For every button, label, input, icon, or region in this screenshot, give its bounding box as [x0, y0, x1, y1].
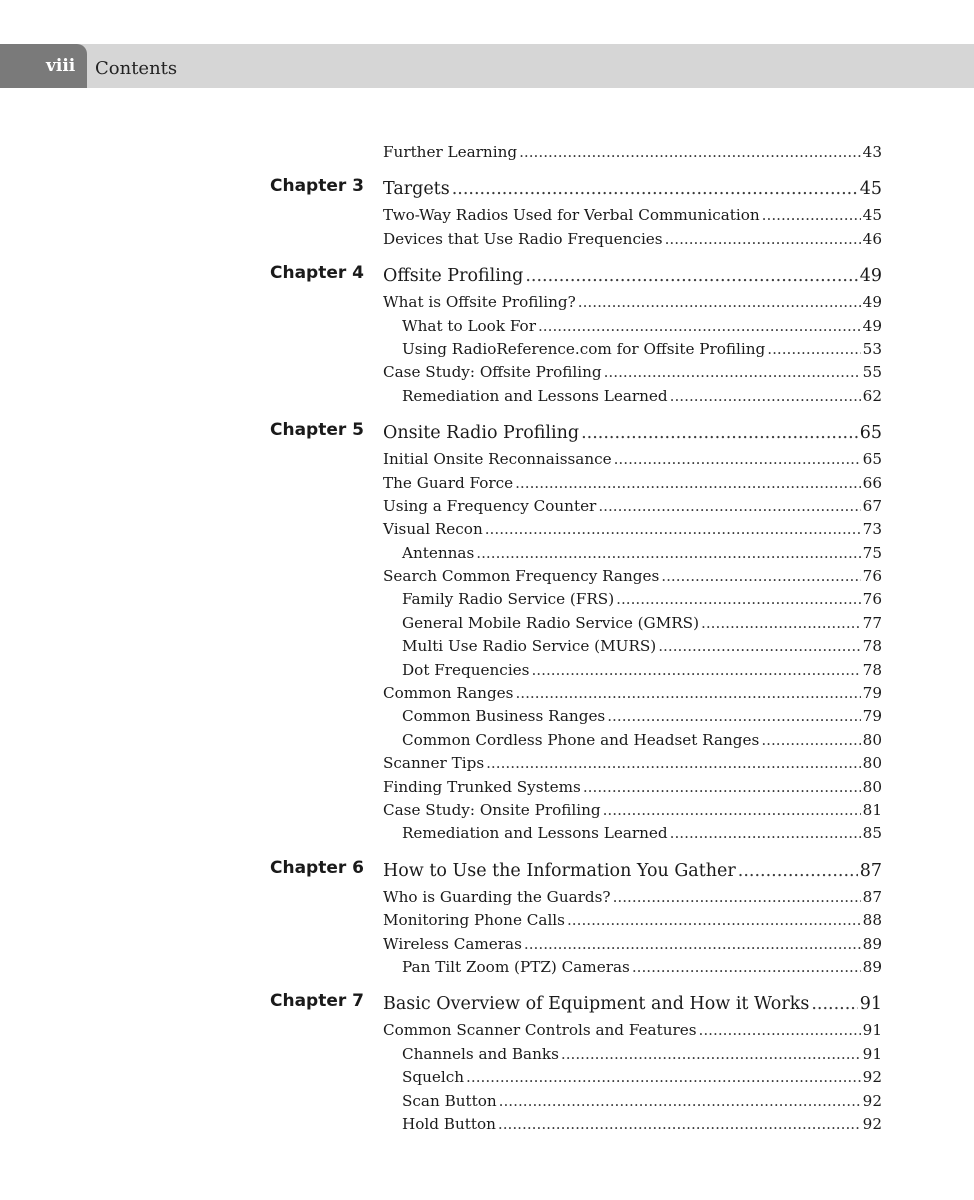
toc-row — [383, 682, 882, 705]
dot-leader — [762, 204, 861, 227]
toc-entry[interactable] — [0, 752, 974, 775]
chapter-title: Offsite Profiling — [383, 266, 524, 287]
toc-chapter-entry[interactable] — [0, 174, 974, 204]
toc-row — [402, 542, 882, 565]
dot-leader — [531, 659, 860, 682]
toc-entry[interactable] — [0, 729, 974, 752]
entry-title: Remediation and Lessons Learned — [402, 824, 668, 843]
dot-leader — [485, 518, 861, 541]
toc-row — [402, 956, 882, 979]
chapter-label: Chapter 6 — [269, 857, 364, 878]
page-number: 80 — [862, 754, 882, 773]
page-number: 46 — [862, 229, 882, 248]
page-number: 65 — [859, 423, 882, 444]
page-number: 89 — [862, 934, 882, 953]
page-number: 92 — [862, 1091, 882, 1110]
toc-row — [402, 612, 882, 635]
page-number-tab: viii — [0, 44, 87, 88]
toc-entry[interactable] — [0, 956, 974, 979]
entry-title: The Guard Force — [383, 473, 514, 492]
toc-entry[interactable] — [0, 338, 974, 361]
toc-row — [402, 385, 882, 408]
toc-row — [383, 565, 882, 588]
toc-entry[interactable] — [0, 612, 974, 635]
dot-leader — [738, 856, 858, 886]
page-number: 66 — [862, 473, 882, 492]
toc-entry[interactable] — [0, 1113, 974, 1136]
page-number: 89 — [862, 957, 882, 976]
entry-title: Who is Guarding the Guards? — [383, 887, 611, 906]
toc-row — [402, 588, 882, 611]
chapter-label: Chapter 5 — [269, 420, 364, 441]
dot-leader — [613, 886, 861, 909]
dot-leader — [519, 141, 861, 164]
toc-entry[interactable] — [0, 1066, 974, 1089]
toc-row — [383, 418, 882, 448]
toc-row — [402, 338, 882, 361]
entry-title: Devices that Use Radio Frequencies — [383, 229, 663, 248]
dot-leader — [607, 705, 860, 728]
entry-title: Finding Trunked Systems — [383, 777, 581, 796]
toc-row — [383, 856, 882, 886]
page-number: 65 — [862, 450, 882, 469]
entry-title: Case Study: Offsite Profiling — [383, 363, 602, 382]
toc-row — [383, 228, 882, 251]
toc-row — [402, 1113, 882, 1136]
dot-leader — [661, 565, 860, 588]
dot-leader — [499, 1090, 861, 1113]
toc-row — [402, 659, 882, 682]
toc-entry[interactable] — [0, 518, 974, 541]
toc-entry[interactable] — [0, 635, 974, 658]
toc-entry[interactable] — [0, 141, 974, 164]
toc-row — [383, 989, 882, 1019]
running-header-title: Contents — [95, 58, 178, 79]
dot-leader — [567, 909, 861, 932]
entry-title: Search Common Frequency Ranges — [383, 567, 660, 586]
dot-leader — [632, 956, 861, 979]
entry-title: Remediation and Lessons Learned — [402, 386, 668, 405]
toc-entry[interactable] — [0, 659, 974, 682]
toc-row — [383, 799, 882, 822]
page-number: 91 — [862, 1044, 882, 1063]
entry-title: Two-Way Radios Used for Verbal Communication — [383, 206, 760, 225]
dot-leader — [476, 542, 860, 565]
entry-title: What to Look For — [402, 316, 536, 335]
page-number: 85 — [862, 824, 882, 843]
page-number: 87 — [862, 887, 882, 906]
toc-entry[interactable] — [0, 542, 974, 565]
page-number: 43 — [862, 143, 882, 161]
chapter-title: Basic Overview of Equipment and How it Works — [383, 994, 810, 1015]
toc-entry[interactable] — [0, 1043, 974, 1066]
toc-entry[interactable] — [0, 291, 974, 314]
entry-title: Wireless Cameras — [383, 934, 522, 953]
page-number: 55 — [862, 363, 882, 382]
toc-row — [383, 141, 882, 164]
dot-leader — [561, 1043, 861, 1066]
dot-leader — [515, 682, 860, 705]
toc-row — [383, 261, 882, 291]
chapter-title: How to Use the Information You Gather — [383, 860, 736, 881]
toc-entry[interactable] — [0, 588, 974, 611]
entry-title: What is Offsite Profiling? — [383, 293, 576, 312]
entry-title: Squelch — [402, 1068, 465, 1087]
toc-row — [402, 315, 882, 338]
toc-entry[interactable] — [0, 472, 974, 495]
chapter-label: Chapter 3 — [269, 176, 364, 197]
page-number: 49 — [862, 293, 882, 312]
toc-row — [383, 518, 882, 541]
dot-leader — [466, 1066, 861, 1089]
dot-leader — [498, 1113, 861, 1136]
page-number: 76 — [862, 567, 882, 586]
page-number: 62 — [862, 386, 882, 405]
dot-leader — [767, 338, 860, 361]
page-number: 45 — [859, 179, 882, 200]
page-number: 73 — [862, 520, 882, 539]
dot-leader — [598, 495, 860, 518]
dot-leader — [538, 315, 861, 338]
dot-leader — [603, 799, 861, 822]
dot-leader — [486, 752, 861, 775]
page-number: 91 — [862, 1021, 882, 1040]
page-number: 80 — [862, 730, 882, 749]
table-of-contents — [0, 141, 974, 1136]
entry-title: Common Scanner Controls and Features — [383, 1021, 697, 1040]
dot-leader — [452, 174, 858, 204]
toc-row — [383, 472, 882, 495]
page-number: 88 — [862, 911, 882, 930]
entry-title: Monitoring Phone Calls — [383, 911, 565, 930]
toc-row — [383, 776, 882, 799]
toc-entry[interactable] — [0, 682, 974, 705]
toc-entry[interactable] — [0, 933, 974, 956]
entry-title: Pan Tilt Zoom (PTZ) Cameras — [402, 957, 630, 976]
toc-row — [383, 291, 882, 314]
dot-leader — [761, 729, 860, 752]
entry-title: Hold Button — [402, 1114, 496, 1133]
toc-row — [383, 886, 882, 909]
entry-title: Common Cordless Phone and Headset Ranges — [402, 730, 760, 749]
toc-row — [383, 495, 882, 518]
dot-leader — [614, 448, 861, 471]
toc-entry[interactable] — [0, 204, 974, 227]
toc-entry[interactable] — [0, 822, 974, 845]
page-number: 75 — [862, 543, 882, 562]
toc-row — [383, 909, 882, 932]
toc-row — [383, 1019, 882, 1042]
dot-leader — [616, 588, 861, 611]
entry-title: Multi Use Radio Service (MURS) — [402, 637, 657, 656]
toc-row — [383, 204, 882, 227]
dot-leader — [524, 933, 861, 956]
page-number: 81 — [862, 800, 882, 819]
entry-title: Further Learning — [383, 143, 518, 161]
entry-title: Scan Button — [402, 1091, 497, 1110]
toc-chapter-entry[interactable] — [0, 261, 974, 291]
entry-title: Common Ranges — [383, 684, 514, 703]
dot-leader — [670, 822, 861, 845]
dot-leader — [701, 612, 861, 635]
chapter-title: Targets — [383, 179, 450, 200]
dot-leader — [515, 472, 861, 495]
dot-leader — [581, 418, 858, 448]
dot-leader — [583, 776, 861, 799]
toc-entry[interactable] — [0, 1090, 974, 1113]
toc-row — [383, 933, 882, 956]
toc-entry[interactable] — [0, 315, 974, 338]
page-number: 80 — [862, 777, 882, 796]
dot-leader — [525, 261, 857, 291]
page-number: 87 — [859, 860, 882, 881]
dot-leader — [658, 635, 860, 658]
entry-title: Using a Frequency Counter — [383, 496, 597, 515]
toc-entry[interactable] — [0, 909, 974, 932]
toc-row — [402, 635, 882, 658]
entry-title: Using RadioReference.com for Offsite Profiling — [402, 339, 766, 358]
page-number: 79 — [862, 684, 882, 703]
toc-row — [402, 1043, 882, 1066]
toc-row — [383, 448, 882, 471]
toc-row — [383, 752, 882, 775]
toc-chapter-entry[interactable] — [0, 856, 974, 886]
chapter-label: Chapter 4 — [269, 263, 364, 284]
toc-row — [402, 729, 882, 752]
page-number: 78 — [862, 660, 882, 679]
dot-leader — [670, 385, 861, 408]
page-number: 92 — [862, 1068, 882, 1087]
page-number: 77 — [862, 613, 882, 632]
entry-title: Visual Recon — [383, 520, 483, 539]
page-number: 67 — [862, 496, 882, 515]
toc-chapter-entry[interactable] — [0, 418, 974, 448]
toc-row — [402, 1066, 882, 1089]
dot-leader — [811, 989, 857, 1019]
toc-entry[interactable] — [0, 565, 974, 588]
entry-title: Case Study: Onsite Profiling — [383, 800, 601, 819]
page-number: 49 — [859, 266, 882, 287]
page-number: 53 — [862, 339, 882, 358]
entry-title: Family Radio Service (FRS) — [402, 590, 615, 609]
dot-leader — [699, 1019, 861, 1042]
toc-entry[interactable] — [0, 228, 974, 251]
entry-title: Dot Frequencies — [402, 660, 530, 679]
dot-leader — [578, 291, 861, 314]
toc-entry[interactable] — [0, 361, 974, 384]
toc-entry[interactable] — [0, 448, 974, 471]
page-number: 45 — [862, 206, 882, 225]
page-number: 91 — [859, 994, 882, 1015]
toc-chapter-entry[interactable] — [0, 989, 974, 1019]
entry-title: Channels and Banks — [402, 1044, 559, 1063]
toc-row — [383, 174, 882, 204]
toc-row — [383, 361, 882, 384]
entry-title: Antennas — [402, 543, 475, 562]
entry-title: Scanner Tips — [383, 754, 485, 773]
chapter-title: Onsite Radio Profiling — [383, 423, 580, 444]
toc-entry[interactable] — [0, 799, 974, 822]
toc-entry[interactable] — [0, 776, 974, 799]
toc-entry[interactable] — [0, 705, 974, 728]
toc-entry[interactable] — [0, 886, 974, 909]
dot-leader — [665, 228, 861, 251]
toc-entry[interactable] — [0, 385, 974, 408]
toc-row — [402, 705, 882, 728]
toc-row — [402, 1090, 882, 1113]
page-number: 76 — [862, 590, 882, 609]
chapter-label: Chapter 7 — [269, 991, 364, 1012]
entry-title: Common Business Ranges — [402, 707, 606, 726]
page-number: 79 — [862, 707, 882, 726]
toc-entry[interactable] — [0, 1019, 974, 1042]
dot-leader — [604, 361, 861, 384]
toc-entry[interactable] — [0, 495, 974, 518]
page-number: 49 — [862, 316, 882, 335]
page-number: 78 — [862, 637, 882, 656]
page-number: 92 — [862, 1114, 882, 1133]
entry-title: Initial Onsite Reconnaissance — [383, 450, 612, 469]
toc-row — [402, 822, 882, 845]
entry-title: General Mobile Radio Service (GMRS) — [402, 613, 700, 632]
